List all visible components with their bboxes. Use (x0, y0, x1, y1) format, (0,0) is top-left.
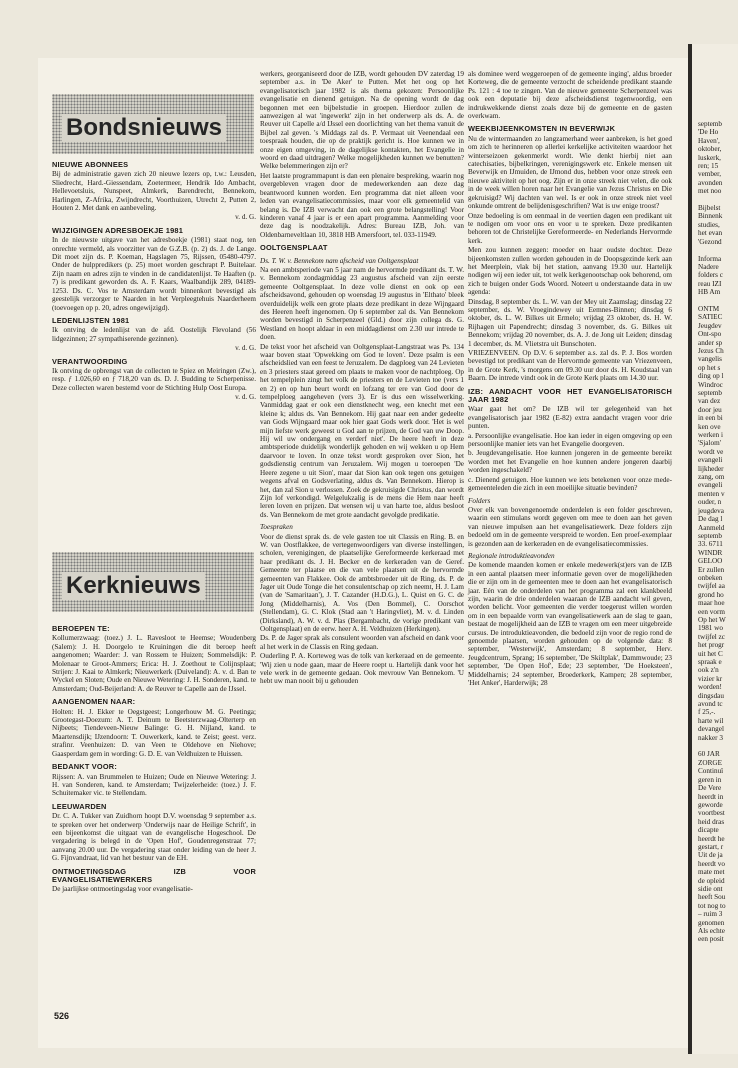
next-page-line (698, 297, 738, 305)
next-page-line: ding op l (698, 372, 724, 381)
next-page-line: vember, (698, 170, 722, 179)
next-page-line: ook z'n (698, 666, 719, 675)
next-page-line: mate met (698, 868, 725, 877)
next-page-line: Er zullen (698, 565, 725, 574)
signature: v. d. G. (235, 213, 256, 222)
next-page-line: twijfel zc (698, 632, 725, 641)
next-page-line: Als echte (698, 927, 725, 935)
paragraph: Voor de dienst sprak ds. de vele gasten toe uit Classis en Ring. B. en W. van Oostflakkee, de vertegenwoordigers van diverse instellingen, scholen, verenigingen, de plaatselijke Gereformeerde kerkeraad met haar predikant ds. J. H. Becker en de kerkeraden van de Geref. Gemeente ter plaatse en die van vele plaatsen uit de hervormde gemeenten van Flakkee. Ook de ambtsbroeder uit de Ring, ds. P. de Jager uit Oude Tonge die het consulentschap op zich neemt, H. J. Lam (van de 'Samaritaan'), J. T. Cazander (H.D.G.), L. Quist en G. C. de Jong (Middelharnis), A. Vos (Den Bommel), C. Oorschot (Stellendam), G. C. Klok (Stad aan 't Haringvliet), M. v. d. Linden (Dirksland), A. W. v. d. Plas (Bergambacht, de vorige predikant van Ooltgensplaat) en de eerw. heer A. H. Veldhuizen (Herkingen). (260, 532, 464, 633)
next-page-line: GELOO (698, 557, 723, 566)
next-page-line: vangelis (698, 355, 722, 364)
paragraph: Het laatste programmapunt is dan een plenaire bespreking, waarin nog overgebleven vragen door de medewerkenden aan deze dag beantwoord kunnen worden. Een programma dat niet alleen voor leden van evangelisatiecommissies, maar voor elk gemeentelid van belang is. De IZB verwacht dan ook een grote belangstelling! Voor kinderen vanaf 4 jaar is er een apart programma. Aanmelding voor deze dag is noodzakelijk. Adres: Bureau IZB, Joh. van Oldenbarneveltlaan 10, 3818 HB Amersfoort, tel. 033-11949. (260, 171, 464, 239)
next-page-line: heid dras (698, 817, 725, 826)
next-page-line: ZORGE (698, 758, 722, 767)
paragraph: De jaarlijkse ontmoetingsdag voor evangelisatie- (52, 885, 193, 894)
signature: v. d. G. (235, 393, 256, 402)
paragraph: Ds. P. de Jager sprak als consulent woorden van afscheid en dank voor al het werk in de Classis en Ring gedaan. (260, 634, 464, 651)
column-3 (468, 70, 672, 688)
next-page-line: maar hoe (698, 599, 725, 608)
next-page-line: nakker 3 (698, 733, 723, 742)
section-heading: WIJZIGINGEN ADRESBOEKJE 1981 (52, 225, 183, 235)
paragraph: Waar gaat het om? De IZB wil ter gelegenheid van het evangelisatorisch jaar 1982 (E-82) extra aandacht vragen voor drie punten. (468, 405, 672, 431)
paragraph: Onze bedoeling is om eenmaal in de veertien dagen een predikant uit te nodigen om voor ons en voor u te spreken. Deze predikanten behoren tot de Christelijke Gereformeerde- en Nederlands Hervormde kerk. (468, 211, 672, 245)
paragraph: a. Persoonlijke evangelisatie. Hoe kan ieder in eigen omgeving op een persoonlijke manier iets van het Evangelie doorgeven. (468, 431, 672, 449)
next-page-text (698, 120, 738, 944)
next-page-line: 'Gezond (698, 237, 722, 246)
section-heading: OOLTGENSPLAAT (260, 243, 328, 253)
next-page-line: het progr (698, 641, 725, 650)
next-page-line: avonden (698, 178, 723, 187)
next-page-line: menten v (698, 489, 725, 498)
next-page-line (698, 196, 738, 204)
next-page-line: dingsdau (698, 691, 724, 700)
paragraph: c. Dienend getuigen. Hoe kunnen we iets betekenen voor onze mede-gemeenteleden die zich in een moeilijke situatie bevinden? (468, 475, 672, 493)
next-page-line: uit het C (698, 649, 723, 658)
section-heading: LEEUWARDEN (52, 801, 107, 811)
next-page-line: septemb (698, 389, 722, 397)
next-page-line: Bijbelst (698, 204, 721, 213)
next-page-line: f 25,-. (698, 708, 716, 717)
section-heading: IZB: AANDACHT VOOR HET EVANGELISATORISCH JAAR 1982 (468, 386, 672, 405)
page-number: 526 (54, 1011, 70, 1021)
next-page-line: worden! (698, 683, 722, 692)
next-page-line: evangeli (698, 481, 723, 490)
next-page-line: Jeugdev (698, 321, 722, 330)
next-page-line: Nadere (698, 262, 719, 271)
paragraph: Dinsdag, 8 september ds. L. W. van der Mey uit Zaamslag; dinsdag 22 september, ds. W. Vroegindewey uit Eemnes-Binnen; dinsdag 6 oktober, ds. L. W. Bilkes uit Ermelo; vrijdag 23 oktober, ds. H. W. Rijhagen uit Papendrecht; dinsdag 3 november, ds. G. Bilkes uit Bennekom; vrijdag 20 november, ds. A. J. de Jong uit Leiden; dinsdag 1 december, ds. M. Vlietstra uit Bunschoten. (468, 297, 672, 348)
next-page-line: Windroc (698, 380, 723, 389)
next-page-line: Ont-spo (698, 330, 722, 339)
next-page-line: harte wil (698, 716, 724, 725)
next-page-line: met noo (698, 187, 722, 196)
paragraph: Over elk van bovengenoemde onderdelen is een folder geschreven, waarin een stimulans wordt gegeven om mee te doen aan het geven van nieuwe impulsen aan het evangelisatiewerk. Deze folders zijn bedoeld om in de gemeente verspreid te worden. Een proef-exemplaar is gezonden aan de kerkeraden en de evangelisatiecommissies. (468, 505, 672, 548)
next-page-line: – ruim 3 (698, 910, 723, 919)
next-page-line: werken i (698, 431, 723, 440)
next-page-line: Binnenk (698, 212, 723, 221)
next-page-line: 'Sjalom' (698, 439, 721, 448)
next-page-line: spraak e (698, 658, 722, 666)
next-page-line: in een bi (698, 414, 723, 423)
paragraph: De tekst voor het afscheid van Ooltgensplaat-Langstraat was Ps. 134 waar boven staat 'Opwekking om God te loven'. Deze psalm is een afscheidslied van een feest te Jeruzalem. De dagploeg van 24 Levieten en 3 priesters staat gereed om plaats te maken voor de nachtploeg. Op het tempelplein zingt het volk de priesters en de Levieten toe (vers 1 en 2) en op hun beurt wordt en lofzang ter ere van God door de tempelploeg aangeheven (vers 3). Er is dus een wisselwerking. Vanmiddag gaat er ook een dienstknecht weg, een knecht met een kleine k; aldus ds. Van Bennekom. Hij gaat naar een ander gedeelte van Gods Wijngaard maar ook hier gaat Gods werk door. 'Het is wel mijn liefste werk geweest u God aan te prijzen, de God van uw Doop. Hij wil uw ondergang en verderf niet'. De heere heeft in deze ambtsperiode duidelijk wonderlijk gehoden en wij wekken u op Hem daarvoor te loven. In onze tekst wordt gesproken over Sion, het godsdienstig centrum van Jeruzalem. Wij mogen u toeroepen 'De Heere zegene u uit Sion', maar dat Sion kan ook tegen ons getuigen wegens afval en Godsverlating, aldus ds. Van Bennekom. Hierop is het, dan zal Sion u verlossen. Zoek de gekruisigde Christus, dan wordt Zijn lof verkondigd. Welgelukzalig is de mens die Hem naar heeft leren loven en prijzen. Dat wensen wij u van harte toe, aldus besloot ds. Van Bennekom de met grote aandacht gevolgde predikatie. (260, 342, 464, 519)
bondsnieuws-banner (52, 94, 254, 154)
paragraph: Bij de administratie gaven zich 20 nieuwe lezers op, t.w.: Leusden, Sliedrecht, Hard.-Giessendam, Zoetermeer, Hendrik Ido Ambacht, Hellevoetsluis, Nunspeet, Almkerk, Barendrecht, Bennekom, Harlingen, Z-Afrika, Zwijndrecht, Voorthuizen, Utrecht 2, Putten 2, Houten 2. Met dank en aanbeveling. (52, 170, 256, 213)
next-page-line: Continuï (698, 767, 724, 776)
next-page-line: De Vere (698, 784, 722, 793)
next-page-line: heerdt in (698, 792, 724, 801)
next-page-line: een vorm (698, 607, 725, 616)
next-page-line: heerdt he (698, 834, 725, 843)
kerknieuws-banner (52, 552, 254, 612)
next-page-line: Op het W (698, 615, 726, 624)
section-heading: NIEUWE ABONNEES (52, 160, 129, 169)
next-page-line: 1981 wo (698, 624, 723, 633)
subheading: Folders (468, 496, 491, 505)
paragraph: VRIEZENVEEN. Op D.V. 6 september a.s. zal ds. P. J. Bos worden bevestigd tot predikant van de Hervormde gemeente van Vriezenveen, in de Grote Kerk, 's morgens om 09.30 uur door ds. H. Koudstaal van Baarn. De intrede vindt ook in de Grote Kerk plaats om 14.30 uur. (468, 349, 672, 383)
next-page-line: vizier kr (698, 674, 723, 683)
next-page-line: studies, (698, 220, 720, 229)
paragraph: In de nieuwste uitgave van het adresboekje (1981) staat nog, ten onrechte vermeld, als voorzitter van de G.Z.B. (p. 2) ds. J. de Lange. Dit moet zijn ds. P. Koeman, Hagslagen 75, Rijssen, 05480-4797. Onder de hulppredikers (p. 25) moet worden geschrapt P. Buitelaar. Zijn naam en adres zijn te vinden in de candidatenlijst. Te Haaften (p. 7) is predikant geworden ds. A. F. Kaars, Waalbandijk 289, 04189-1253. Ds. C. Vos te Amsterdam wordt binnenkort bevestigd als geestelijk verzorger te Naarden in het Verpleegtehuis Naarderheem (toevoegen op p. 20, adres ongewijzigd). (52, 236, 256, 312)
next-page-line: twijfel aa (698, 582, 725, 591)
column-1-kerknieuws (52, 620, 256, 895)
next-page-line: de opleid (698, 876, 725, 885)
kerknieuws-title: Kerknieuws (62, 572, 205, 600)
paragraph: Holten: H. J. Ekker te Oegstgeest; Longerhouw M. G. Peetinga; Grootegast-Doezum: A. T. Deinum te Beetsterzwaag-Olterterp en Nijbeets; Tiendeveen-Nieuw Balinge: G. H. Nijland, kand. te Maartensdijk; IJzendoorn: T. Ouwerkerk, kand. te Zeist; geest. verz. strafinr. Veenhuizen: D. van Veen te Oldehove en Niehove; Gaasperdam gem in wording: G. D. E. van Veldhuizen te Huissen. (52, 707, 256, 758)
next-page-line: ren; 15 (698, 162, 719, 171)
section-heading: VERANTWOORDING (52, 356, 128, 366)
next-page-line: septemb (698, 531, 722, 540)
next-page-line: SATIEC (698, 313, 723, 322)
next-page-line: geren in (698, 775, 722, 784)
next-page-line: 33. 6711 (698, 540, 723, 549)
paragraph: Kollumerzwaag: (toez.) J. L. Ravesloot te Heemse; Woudenberg (Salem): J. H. Doorgelo te Kruiningen die dit beroep heeft aangenomen; Waarder: J. van Rossem te Huizen; Sommelsdijk: P. Molenaar te Groot-Ammers; Erica: H. J. Zoethout te Colijnsplaat; Strijen: J. Kaai te Almkerk; Nieuwerkerk (Duiveland): A. v. d. Ban te Wyckel en Sloten; Oude en Nieuwe Wetering: J. H. Sonderen, kand. te Amsterdam; Oud-Beijerland: A. de Reuver te Capelle aan de IJssel. (52, 634, 256, 693)
next-page-line: De dag l (698, 515, 723, 524)
paragraph: Nu de wintermaanden zo langzamerhand weer aanbreken, is het goed om zich te herinneren op allerlei kerkelijke activiteiten waardoor het winterseizoen gekenmerkt wordt. Wie denkt hierbij niet aan catechisaties, bijbelkringen, verenigingswerk etc. Enkele mensen uit Beverwijk en IJmuiden, de IJmond dus, hebben voor onze streek een nieuwe aktiviteit op het oog. Zijn er in onze streek niet velen, die ook in de week willen horen naar het Evangelie van Jezus Christus en Die gekruisigd? Wij dachten van wel. Is er ook in onze streek niet veel onkunde omtrent de belijdenisgeschriften? Wat is uw enige troost? (468, 134, 672, 211)
next-page-line: avond tc (698, 700, 723, 709)
next-page-line: WINDR (698, 548, 723, 557)
next-page-line (698, 742, 738, 750)
next-page-line: tot nog to (698, 901, 726, 910)
next-page-line: ouder, n (698, 498, 722, 507)
next-page-line: op het s (698, 363, 721, 372)
bondsnieuws-title: Bondsnieuws (62, 114, 226, 142)
next-page-line: door jeu (698, 405, 722, 414)
next-page-line: Haven', (698, 136, 720, 145)
next-page-line: 60 JAR (698, 750, 720, 759)
subheading: Ds. T. W. v. Bennekom nam afscheid van Ooltgensplaat (260, 256, 419, 265)
paragraph: Na een ambtsperiode van 5 jaar nam de hervormde predikant ds. T. W. v. Bennekom zondagmiddag 23 augustus afscheid van zijn eerste gemeente Ooltgensplaat. In deze volle dienst en ook op een afscheidsavond, gehouden op woensdag 19 augustus in 'Elthato' bleek overduidelijk welk een grote plaats deze predikant in deze Wijngaard des Heeren heeft ingenomen. Op 6 september zal ds. Van Bennekom worden bevestigd in Scherpenzeel (Gld.) door zijn collega ds. G. Westland en hoopt aldaar in een middagdienst om 2.30 uur intrede te doen. (260, 265, 464, 342)
next-page-line: ONTM (698, 304, 720, 313)
next-page-line: reau IZI (698, 279, 722, 288)
next-page-line: het evan (698, 229, 723, 238)
next-page-line: wordt ve (698, 447, 724, 456)
paragraph: Ik ontving de opbrengst van de collecten te Spiez en Meiringen (Zw.), resp. ƒ 1.026,60 en ƒ 718,20 van ds. D. J. Budding te Scherpenisse. Deze collecten waren bestemd voor de Stichting Hulp Oost Europa. (52, 366, 256, 392)
section-heading: BEROEPEN TE: (52, 624, 110, 633)
next-page-line: heerdt vo (698, 859, 725, 868)
next-page-line: sidie ont (698, 884, 723, 893)
section-heading: WEEKBIJEENKOMSTEN IN BEVERWIJK (468, 124, 616, 134)
paragraph: Men zou kunnen zeggen: moeder en haar oudste dochter. Deze bijeenkomsten zullen worden gehouden in de Doopsgezinde kerk aan het Meerplein, vlak bij het station, aanvang 19.30 uur. Hartelijk nodigen wij een ieder uit, tot welk kerkgenootschap ook behorend, om zich te buigen onder Gods Woord. Noteert u onderstaande data in uw agenda: (468, 246, 672, 297)
next-page-line: Jezus Ch (698, 346, 724, 355)
next-page-line (698, 246, 738, 254)
paragraph: als dominee werd weggeroepen of de gemeente inging', aldus broeder Korteweg, die de gemeente verzocht de scheidende predikant staande Ps. 121 : 4 toe te zingen. Van de nieuwe gemeente Scherpenzeel was ook een deputatie bij deze afscheidsdienst tegenwoordig, een indrukwekkende dienst zoals deze bij de gemeente en de gasten overkwam. (468, 70, 672, 121)
next-page-line: folders c (698, 271, 723, 280)
next-page-line: ken ove (698, 422, 721, 431)
next-page-line: ander sp (698, 338, 723, 347)
paragraph: werkers, georganiseerd door de IZB, wordt gehouden DV zaterdag 19 september a.s. in 'De Aker' te Putten. Met het oog op het evangelisatorisch jaar 1982 is als thema gekozen: Persoonlijke evangelisatie en dienend getuigen. Na de opening wordt de dag begonnen met een bijbelstudie in groepen. Hierdoor zullen de aanwezigen al wat 'ingewerkt' zijn in het onderwerp als ds. A. de Reuver uit Capelle a/d IJssel een doorlichting van het thema vanuit de Bijbel zal geven. 's Middags zal ds. P. Vermaat uit Veenendaal een toespraak houden, die op de praktijk gericht is. Hoe kunnen we in onze eigen omgeving, in de dagelijkse kontakten, het Evangelie in woord en daad uitdragen? Welke mogelijkheden kunnen we benutten? Welke belemmeringen zijn er? (260, 70, 464, 171)
next-page-line: luskerk, (698, 153, 721, 162)
section-heading: AANGENOMEN NAAR: (52, 697, 136, 707)
next-page-line: 'De Ho (698, 128, 719, 137)
paragraph: Dr. C. A. Tukker van Zuidhorn hoopt D.V. woensdag 9 september a.s. te spreken over het onderwerp 'Onderwijs naar de Heilige Schrift', in een bijeenkomst die uitgaat van de evangelische Hogeschool. De vergadering is belegd in de 'Open Hof', Goudenregenstraat 77; aanvang 20.00 uur. De vergadering staat onder leiding van de heer J. G. Fijnvandraat, lid van het bestuur van de EH. (52, 812, 256, 863)
next-page-edge (688, 44, 738, 1054)
paragraph: b. Jeugdevangelisatie. Hoe kunnen jongeren in de gemeente bereikt worden met het Evangelie en hoe kunnen andere jongeren daarbij worden ingeschakeld? (468, 449, 672, 475)
paragraph: Ik ontving de ledenlijst van de afd. Oostelijk Flevoland (56 lidgezinnen; 27 sympathiserende gezinnen). (52, 326, 256, 343)
next-page-line: oktober, (698, 145, 722, 154)
next-page-line: voortbest (698, 809, 725, 818)
section-heading: LEDENLIJSTEN 1981 (52, 315, 130, 325)
column-2 (260, 70, 464, 687)
subheading: Regionale introduktieavonden (468, 551, 555, 560)
section-heading: BEDANKT VOOR: (52, 762, 118, 772)
next-page-line: HB Am (698, 288, 721, 297)
next-page-line: grond ho (698, 590, 724, 599)
next-page-line: heeft Sou (698, 893, 726, 902)
next-page-line: dicapte (698, 826, 719, 835)
next-page-line: jeugdeva (698, 506, 724, 515)
next-page-line: Informa (698, 254, 722, 263)
next-page-line: devangel (698, 725, 724, 734)
next-page-line: geworde (698, 800, 723, 809)
next-page-line: genomen (698, 918, 725, 927)
next-page-line: Uit de ja (698, 851, 723, 860)
next-page-line: van dez (698, 397, 721, 406)
paragraph: De komende maanden komen er enkele medewerk(st)ers van de IZB in een aantal plaatsen meer informatie geven over de mogelijkheden die er zijn om in de gemeenten mee te doen aan het evangelisatorisch jaar. Eén van de onderdelen van het programma zal een klankbeeld zijn, waarin de drie onderdelen waaraan de IZB aandacht wil geven, worden belicht. Voor gemeenten die verder toegerust willen worden om in een bepaalde vorm van evangelisatiewerk aan de slag te gaan, bestaat de mogelijkheid aan de IZB te vragen om een meer uitgebreide cursus. De introduktieavonden, die bedoeld zijn voor de regio rond de genoemde plaatsen, worden gehouden op de volgende data: 8 september, 'Westerwijk', Amsterdam; 8 september, Herv. Jeugdcentrum, Sprang; 16 september, 'De Skiltplak', Dammwoude; 23 september, 'De Open Hof', Ede; 23 september, 'De Hoeksteen', Middelharnis; 24 september, Broederkerk, Kampen; 28 september, 'Het Anker', Harderwijk; 28 (468, 561, 672, 688)
next-page-line: zang, om (698, 473, 725, 482)
signature: v. d. G. (235, 344, 256, 353)
paragraph: Ouderling P. A. Korteweg was de tolk van kerkeraad en de gemeente. 'Wij zien u node gaan, maar de Heere roept u. Hartelijk dank voor het vele werk in de gemeente gedaan. Ook mevrouw Van Bennekom. 'U hebt uw man nooit bij u gehouden (260, 652, 464, 686)
subheading: Toespraken (260, 523, 293, 532)
next-page-line: lijkheder (698, 464, 724, 473)
next-page-line: septemb (698, 120, 722, 128)
next-page-line: gestart, r (698, 842, 724, 851)
section-heading: ONTMOETINGSDAG IZB VOOR EVANGELISATIEWERKERS (52, 866, 256, 884)
next-page-line: Aanmeld (698, 523, 725, 532)
paragraph: Rijssen: A. van Brummelen te Huizen; Oude en Nieuwe Wetering: J. H. van Sonderen, kand. te Amsterdam; Twijzelerheide: (toez.) J. F. Schuitemaker vic. te Stellendam. (52, 772, 256, 798)
next-page-line: onbeken (698, 573, 723, 582)
next-page-line: een posit (698, 935, 724, 944)
column-1 (52, 156, 256, 403)
next-page-line: evangeli (698, 456, 723, 465)
